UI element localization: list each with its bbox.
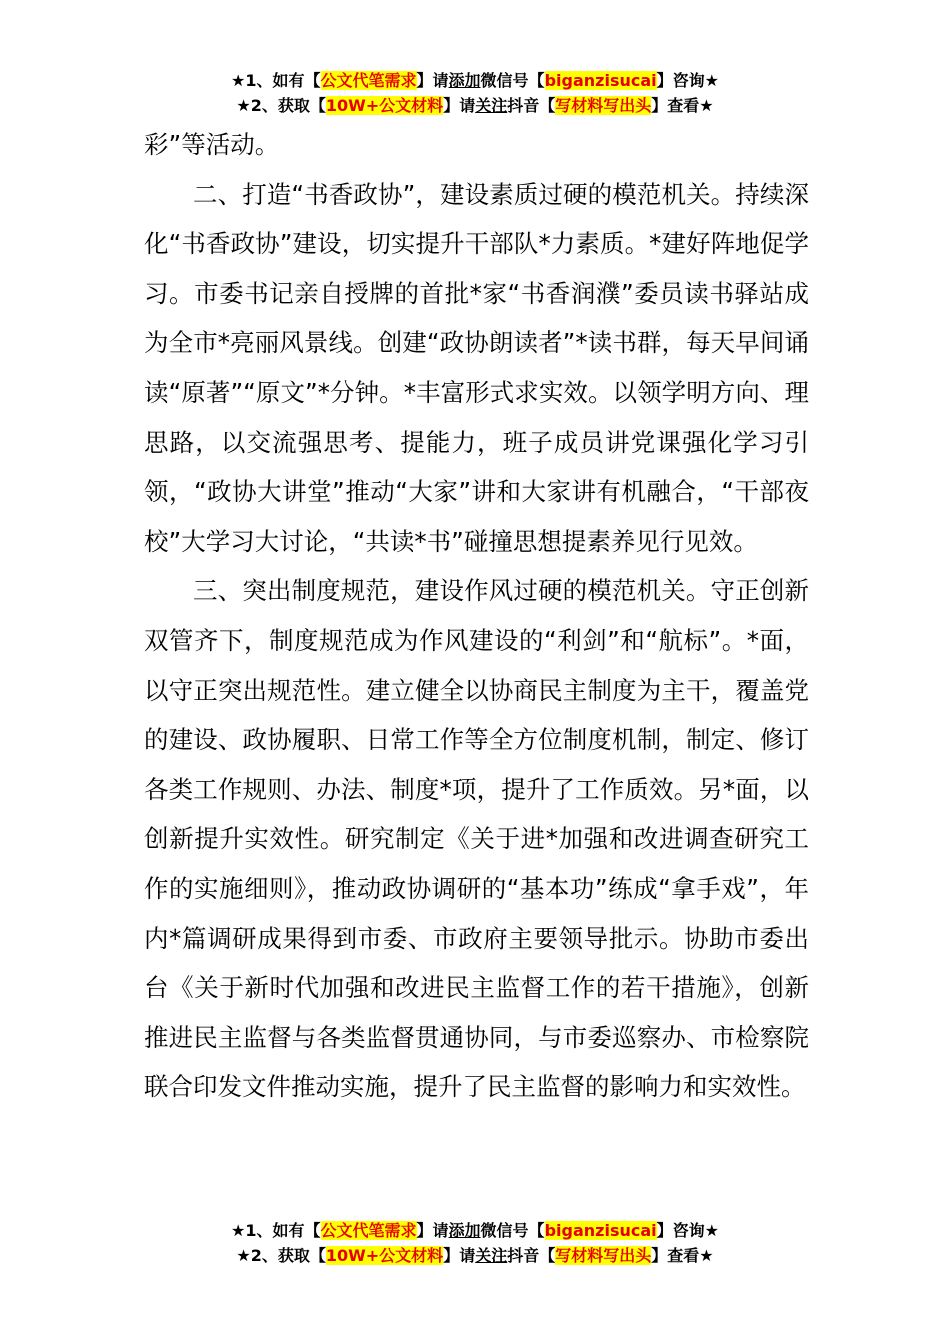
document-body <box>144 120 809 1112</box>
banner-text: 】请 <box>416 1221 449 1240</box>
banner-text: 】请 <box>443 1246 476 1265</box>
banner-text: ★2、获取【 <box>236 96 326 115</box>
underlined-text: 添加 <box>448 71 481 90</box>
paragraph-three: 三、突出制度规范，建设作风过硬的模范机关。守正创新双管齐下，制度规范成为作风建设的“利剑”和“航标”。*面，以守正突出规范性。建立健全以协商民主制度为主干，覆盖党的建设、政协履职、日常工作等全方位制度机制，制定、修订各类工作规则、办法、制度*项，提升了工作质效。另*面，以创新提升实效性。研究制定《关于进*加强和改进调查研究工作的实施细则》，推动政协调研的“基本功”练成“拿手戏”，年内*篇调研成果得到市委、市政府主要领导批示。协助市委出台《关于新时代加强和改进民主监督工作的若干措施》，创新推进民主监督与各类监督贯通协同，与市委巡察办、市检察院联合印发文件推动实施，提升了民主监督的影响力和实效性。 <box>144 576 809 1102</box>
banner-text: 】咨询★ <box>656 1221 719 1240</box>
underlined-text: 关注 <box>475 96 508 115</box>
underlined-text: 关注 <box>475 1246 508 1265</box>
banner-text: ★1、如有【 <box>231 1221 321 1240</box>
highlight-wechat-id: biganzisucai <box>544 1221 657 1240</box>
paragraph-two: 二、打造“书香政协”，建设素质过硬的模范机关。持续深化“书香政协”建设，切实提升干部队*力素质。*建好阵地促学习。市委书记亲自授牌的首批*家“书香润濮”委员读书驿站成为全市*亮丽风景线。创建“政协朗读者”*读书群，每天早间诵读“原著”“原文”*分钟。*丰富形式求实效。以领学明方向、理思路，以交流强思考、提能力，班子成员讲党课强化学习引领，“政协大讲堂”推动“大家”讲和大家讲有机融合，“干部夜校”大学习大讨论，“共读*书”碰撞思想提素养见行见效。 <box>144 179 809 556</box>
footer-banner <box>0 1218 950 1268</box>
header-banner <box>0 68 950 118</box>
banner-text: 】咨询★ <box>656 71 719 90</box>
highlight-douyin: 写材料写出头 <box>555 96 652 115</box>
banner-text: 微信号【 <box>480 71 545 90</box>
banner-line-1 <box>0 1218 950 1243</box>
highlight-materials: 10W+公文材料 <box>325 96 444 115</box>
banner-text: 】查看★ <box>651 1246 714 1265</box>
highlight-service: 公文代笔需求 <box>320 71 417 90</box>
banner-text: ★1、如有【 <box>231 71 321 90</box>
banner-text: 抖音【 <box>507 1246 556 1265</box>
banner-text: ★2、获取【 <box>236 1246 326 1265</box>
banner-text: 微信号【 <box>480 1221 545 1240</box>
banner-text: 】请 <box>416 71 449 90</box>
banner-text: 】查看★ <box>651 96 714 115</box>
banner-line-1 <box>0 68 950 93</box>
highlight-materials: 10W+公文材料 <box>325 1246 444 1265</box>
highlight-douyin: 写材料写出头 <box>555 1246 652 1265</box>
banner-text: 】请 <box>443 96 476 115</box>
highlight-wechat-id: biganzisucai <box>544 71 657 90</box>
banner-text: 抖音【 <box>507 96 556 115</box>
paragraph-continuation: 彩”等活动。 <box>144 130 280 159</box>
banner-line-2 <box>0 93 950 118</box>
highlight-service: 公文代笔需求 <box>320 1221 417 1240</box>
underlined-text: 添加 <box>448 1221 481 1240</box>
banner-line-2 <box>0 1243 950 1268</box>
